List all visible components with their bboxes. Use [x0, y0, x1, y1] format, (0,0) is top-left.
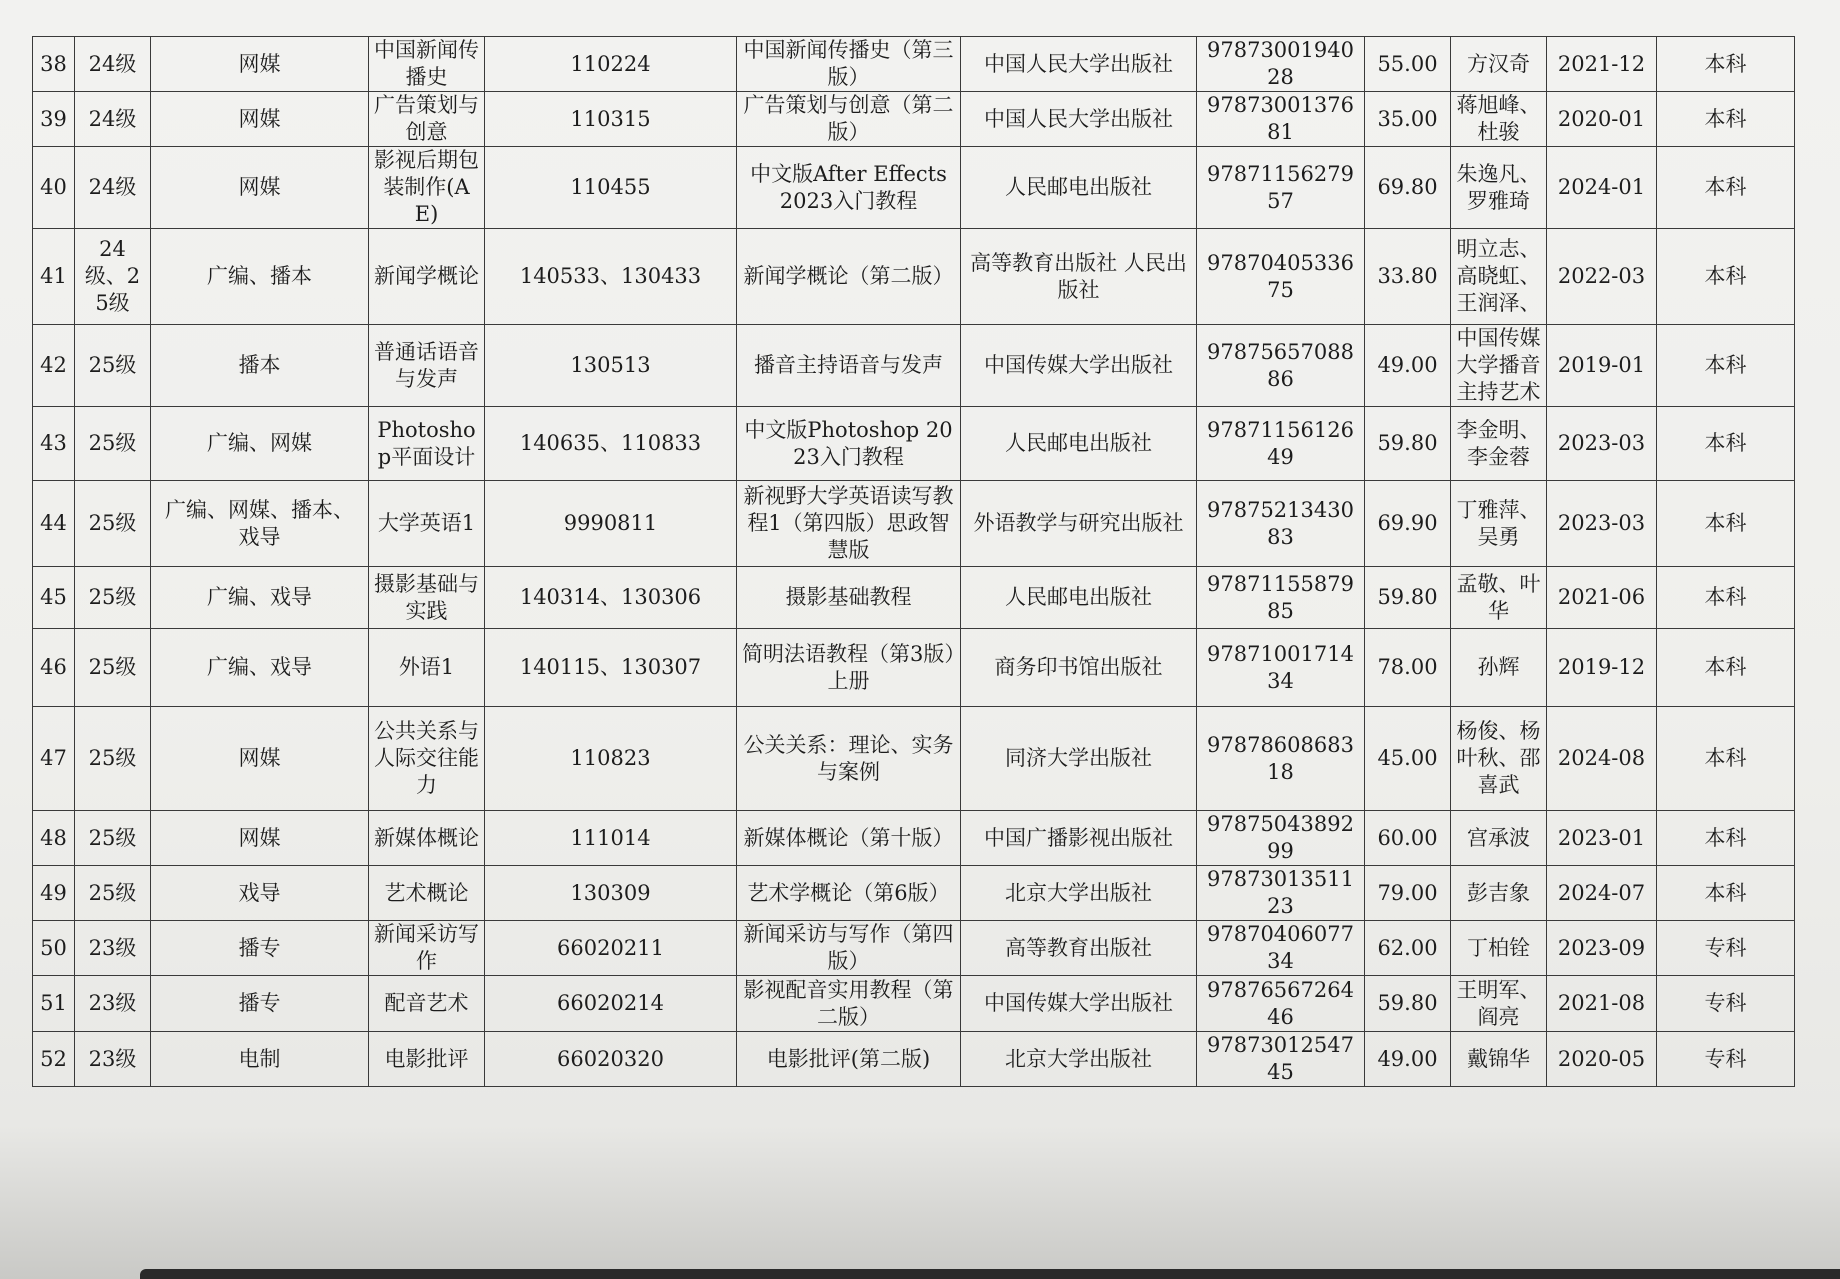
major-cell: 网媒: [151, 147, 369, 229]
grade-cell: 25级: [75, 481, 151, 567]
major-cell: 网媒: [151, 37, 369, 92]
course-code-cell: 130309: [485, 866, 737, 921]
course-name-cell: Photoshop平面设计: [369, 407, 485, 481]
textbook-title-cell: 影视配音实用教程（第二版）: [737, 976, 961, 1032]
grade-cell: 25级: [75, 407, 151, 481]
row-number: 42: [33, 325, 75, 407]
row-number: 41: [33, 229, 75, 325]
row-number: 46: [33, 629, 75, 707]
price-cell: 62.00: [1365, 921, 1451, 976]
price-cell: 55.00: [1365, 37, 1451, 92]
course-name-cell: 配音艺术: [369, 976, 485, 1032]
course-name-cell: 公共关系与人际交往能力: [369, 707, 485, 811]
major-cell: 播专: [151, 921, 369, 976]
table-row: [33, 811, 1795, 866]
course-name-cell: 中国新闻传播史: [369, 37, 485, 92]
publish-date-cell: 2024-08: [1547, 707, 1657, 811]
author-cell: 王明军、阎亮: [1451, 976, 1547, 1032]
education-level-cell: 本科: [1657, 481, 1795, 567]
publisher-cell: 同济大学出版社: [961, 707, 1197, 811]
education-level-cell: 本科: [1657, 866, 1795, 921]
course-name-cell: 新闻采访写作: [369, 921, 485, 976]
course-name-cell: 广告策划与创意: [369, 92, 485, 147]
textbook-title-cell: 电影批评(第二版): [737, 1032, 961, 1087]
isbn-cell: 9787504389299: [1197, 811, 1365, 866]
isbn-cell: 9787656726446: [1197, 976, 1365, 1032]
isbn-cell: 9787040607734: [1197, 921, 1365, 976]
table-row: [33, 976, 1795, 1032]
publisher-cell: 北京大学出版社: [961, 1032, 1197, 1087]
table-row: [33, 92, 1795, 147]
grade-cell: 25级: [75, 567, 151, 629]
publish-date-cell: 2019-12: [1547, 629, 1657, 707]
publish-date-cell: 2020-05: [1547, 1032, 1657, 1087]
row-number: 51: [33, 976, 75, 1032]
major-cell: 广编、网媒、播本、戏导: [151, 481, 369, 567]
author-cell: 李金明、李金蓉: [1451, 407, 1547, 481]
course-code-cell: 111014: [485, 811, 737, 866]
publisher-cell: 高等教育出版社: [961, 921, 1197, 976]
education-level-cell: 本科: [1657, 811, 1795, 866]
publisher-cell: 人民邮电出版社: [961, 147, 1197, 229]
publisher-cell: 高等教育出版社 人民出版社: [961, 229, 1197, 325]
publisher-cell: 中国传媒大学出版社: [961, 325, 1197, 407]
price-cell: 59.80: [1365, 567, 1451, 629]
row-number: 49: [33, 866, 75, 921]
isbn-cell: 9787040533675: [1197, 229, 1365, 325]
grade-cell: 25级: [75, 707, 151, 811]
row-number: 44: [33, 481, 75, 567]
table-row: [33, 37, 1795, 92]
textbook-title-cell: 广告策划与创意（第二版）: [737, 92, 961, 147]
major-cell: 戏导: [151, 866, 369, 921]
textbook-title-cell: 摄影基础教程: [737, 567, 961, 629]
publisher-cell: 中国传媒大学出版社: [961, 976, 1197, 1032]
row-number: 52: [33, 1032, 75, 1087]
education-level-cell: 专科: [1657, 976, 1795, 1032]
publish-date-cell: 2020-01: [1547, 92, 1657, 147]
isbn-cell: 9787300194028: [1197, 37, 1365, 92]
table-body: [33, 37, 1795, 1087]
grade-cell: 23级: [75, 921, 151, 976]
grade-cell: 25级: [75, 629, 151, 707]
course-code-cell: 130513: [485, 325, 737, 407]
major-cell: 播专: [151, 976, 369, 1032]
major-cell: 网媒: [151, 811, 369, 866]
education-level-cell: 专科: [1657, 1032, 1795, 1087]
major-cell: 广编、网媒: [151, 407, 369, 481]
education-level-cell: 本科: [1657, 629, 1795, 707]
author-cell: 孙辉: [1451, 629, 1547, 707]
author-cell: 宫承波: [1451, 811, 1547, 866]
table-row: [33, 407, 1795, 481]
course-name-cell: 普通话语音与发声: [369, 325, 485, 407]
course-name-cell: 艺术概论: [369, 866, 485, 921]
publisher-cell: 中国人民大学出版社: [961, 37, 1197, 92]
course-code-cell: 140314、130306: [485, 567, 737, 629]
course-name-cell: 摄影基础与实践: [369, 567, 485, 629]
textbook-title-cell: 新闻采访与写作（第四版）: [737, 921, 961, 976]
textbook-title-cell: 新视野大学英语读写教程1（第四版）思政智慧版: [737, 481, 961, 567]
table-row: [33, 1032, 1795, 1087]
price-cell: 59.80: [1365, 407, 1451, 481]
price-cell: 69.90: [1365, 481, 1451, 567]
textbook-title-cell: 中国新闻传播史（第三版）: [737, 37, 961, 92]
major-cell: 电制: [151, 1032, 369, 1087]
education-level-cell: 本科: [1657, 407, 1795, 481]
table-row: [33, 707, 1795, 811]
row-number: 47: [33, 707, 75, 811]
table-row: [33, 325, 1795, 407]
publisher-cell: 中国人民大学出版社: [961, 92, 1197, 147]
page-edge-shadow: [140, 1269, 1840, 1279]
course-code-cell: 66020214: [485, 976, 737, 1032]
author-cell: 彭吉象: [1451, 866, 1547, 921]
course-code-cell: 66020211: [485, 921, 737, 976]
publish-date-cell: 2023-03: [1547, 481, 1657, 567]
price-cell: 69.80: [1365, 147, 1451, 229]
grade-cell: 24级、25级: [75, 229, 151, 325]
isbn-cell: 9787301351123: [1197, 866, 1365, 921]
row-number: 40: [33, 147, 75, 229]
course-name-cell: 电影批评: [369, 1032, 485, 1087]
major-cell: 播本: [151, 325, 369, 407]
publisher-cell: 商务印书馆出版社: [961, 629, 1197, 707]
isbn-cell: 9787115587985: [1197, 567, 1365, 629]
education-level-cell: 本科: [1657, 229, 1795, 325]
publisher-cell: 外语教学与研究出版社: [961, 481, 1197, 567]
author-cell: 朱逸凡、罗雅琦: [1451, 147, 1547, 229]
price-cell: 33.80: [1365, 229, 1451, 325]
table-row: [33, 921, 1795, 976]
education-level-cell: 本科: [1657, 37, 1795, 92]
textbook-title-cell: 公关关系：理论、实务与案例: [737, 707, 961, 811]
major-cell: 网媒: [151, 707, 369, 811]
education-level-cell: 本科: [1657, 147, 1795, 229]
grade-cell: 24级: [75, 92, 151, 147]
row-number: 45: [33, 567, 75, 629]
publish-date-cell: 2023-03: [1547, 407, 1657, 481]
price-cell: 35.00: [1365, 92, 1451, 147]
isbn-cell: 9787860868318: [1197, 707, 1365, 811]
course-name-cell: 新闻学概论: [369, 229, 485, 325]
textbook-title-cell: 中文版Photoshop 2023入门教程: [737, 407, 961, 481]
price-cell: 45.00: [1365, 707, 1451, 811]
table-row: [33, 629, 1795, 707]
education-level-cell: 本科: [1657, 325, 1795, 407]
education-level-cell: 专科: [1657, 921, 1795, 976]
table-row: [33, 229, 1795, 325]
textbook-title-cell: 艺术学概论（第6版）: [737, 866, 961, 921]
row-number: 43: [33, 407, 75, 481]
isbn-cell: 9787300137681: [1197, 92, 1365, 147]
publisher-cell: 中国广播影视出版社: [961, 811, 1197, 866]
education-level-cell: 本科: [1657, 92, 1795, 147]
publish-date-cell: 2023-09: [1547, 921, 1657, 976]
publish-date-cell: 2019-01: [1547, 325, 1657, 407]
publisher-cell: 人民邮电出版社: [961, 567, 1197, 629]
publisher-cell: 北京大学出版社: [961, 866, 1197, 921]
textbook-title-cell: 新闻学概论（第二版）: [737, 229, 961, 325]
course-name-cell: 大学英语1: [369, 481, 485, 567]
course-code-cell: 110224: [485, 37, 737, 92]
price-cell: 60.00: [1365, 811, 1451, 866]
textbook-title-cell: 简明法语教程（第3版）上册: [737, 629, 961, 707]
publish-date-cell: 2024-07: [1547, 866, 1657, 921]
course-code-cell: 9990811: [485, 481, 737, 567]
price-cell: 49.00: [1365, 1032, 1451, 1087]
row-number: 50: [33, 921, 75, 976]
publish-date-cell: 2023-01: [1547, 811, 1657, 866]
price-cell: 59.80: [1365, 976, 1451, 1032]
course-code-cell: 110315: [485, 92, 737, 147]
course-name-cell: 影视后期包装制作(AE): [369, 147, 485, 229]
grade-cell: 24级: [75, 147, 151, 229]
table-row: [33, 567, 1795, 629]
course-code-cell: 110455: [485, 147, 737, 229]
price-cell: 79.00: [1365, 866, 1451, 921]
author-cell: 明立志、高晓虹、王润泽、: [1451, 229, 1547, 325]
course-name-cell: 外语1: [369, 629, 485, 707]
price-cell: 49.00: [1365, 325, 1451, 407]
grade-cell: 23级: [75, 976, 151, 1032]
textbook-title-cell: 中文版After Effects 2023入门教程: [737, 147, 961, 229]
author-cell: 孟敬、叶华: [1451, 567, 1547, 629]
publish-date-cell: 2022-03: [1547, 229, 1657, 325]
row-number: 39: [33, 92, 75, 147]
course-code-cell: 140635、110833: [485, 407, 737, 481]
major-cell: 网媒: [151, 92, 369, 147]
table-row: [33, 866, 1795, 921]
isbn-cell: 9787301254745: [1197, 1032, 1365, 1087]
major-cell: 广编、播本: [151, 229, 369, 325]
isbn-cell: 9787100171434: [1197, 629, 1365, 707]
publish-date-cell: 2021-06: [1547, 567, 1657, 629]
author-cell: 丁柏铨: [1451, 921, 1547, 976]
textbook-table: [32, 36, 1795, 1087]
grade-cell: 25级: [75, 866, 151, 921]
grade-cell: 25级: [75, 811, 151, 866]
major-cell: 广编、戏导: [151, 567, 369, 629]
author-cell: 丁雅萍、吴勇: [1451, 481, 1547, 567]
author-cell: 中国传媒大学播音主持艺术: [1451, 325, 1547, 407]
course-code-cell: 140115、130307: [485, 629, 737, 707]
course-code-cell: 110823: [485, 707, 737, 811]
isbn-cell: 9787115612649: [1197, 407, 1365, 481]
course-name-cell: 新媒体概论: [369, 811, 485, 866]
author-cell: 杨俊、杨叶秋、邵喜武: [1451, 707, 1547, 811]
grade-cell: 24级: [75, 37, 151, 92]
major-cell: 广编、戏导: [151, 629, 369, 707]
grade-cell: 25级: [75, 325, 151, 407]
textbook-title-cell: 新媒体概论（第十版）: [737, 811, 961, 866]
table-row: [33, 481, 1795, 567]
isbn-cell: 9787115627957: [1197, 147, 1365, 229]
isbn-cell: 9787565708886: [1197, 325, 1365, 407]
author-cell: 蒋旭峰、杜骏: [1451, 92, 1547, 147]
publish-date-cell: 2021-12: [1547, 37, 1657, 92]
publish-date-cell: 2024-01: [1547, 147, 1657, 229]
course-code-cell: 140533、130433: [485, 229, 737, 325]
publisher-cell: 人民邮电出版社: [961, 407, 1197, 481]
price-cell: 78.00: [1365, 629, 1451, 707]
row-number: 38: [33, 37, 75, 92]
education-level-cell: 本科: [1657, 707, 1795, 811]
author-cell: 戴锦华: [1451, 1032, 1547, 1087]
isbn-cell: 9787521343083: [1197, 481, 1365, 567]
textbook-title-cell: 播音主持语音与发声: [737, 325, 961, 407]
author-cell: 方汉奇: [1451, 37, 1547, 92]
education-level-cell: 本科: [1657, 567, 1795, 629]
grade-cell: 23级: [75, 1032, 151, 1087]
table-row: [33, 147, 1795, 229]
row-number: 48: [33, 811, 75, 866]
course-code-cell: 66020320: [485, 1032, 737, 1087]
publish-date-cell: 2021-08: [1547, 976, 1657, 1032]
